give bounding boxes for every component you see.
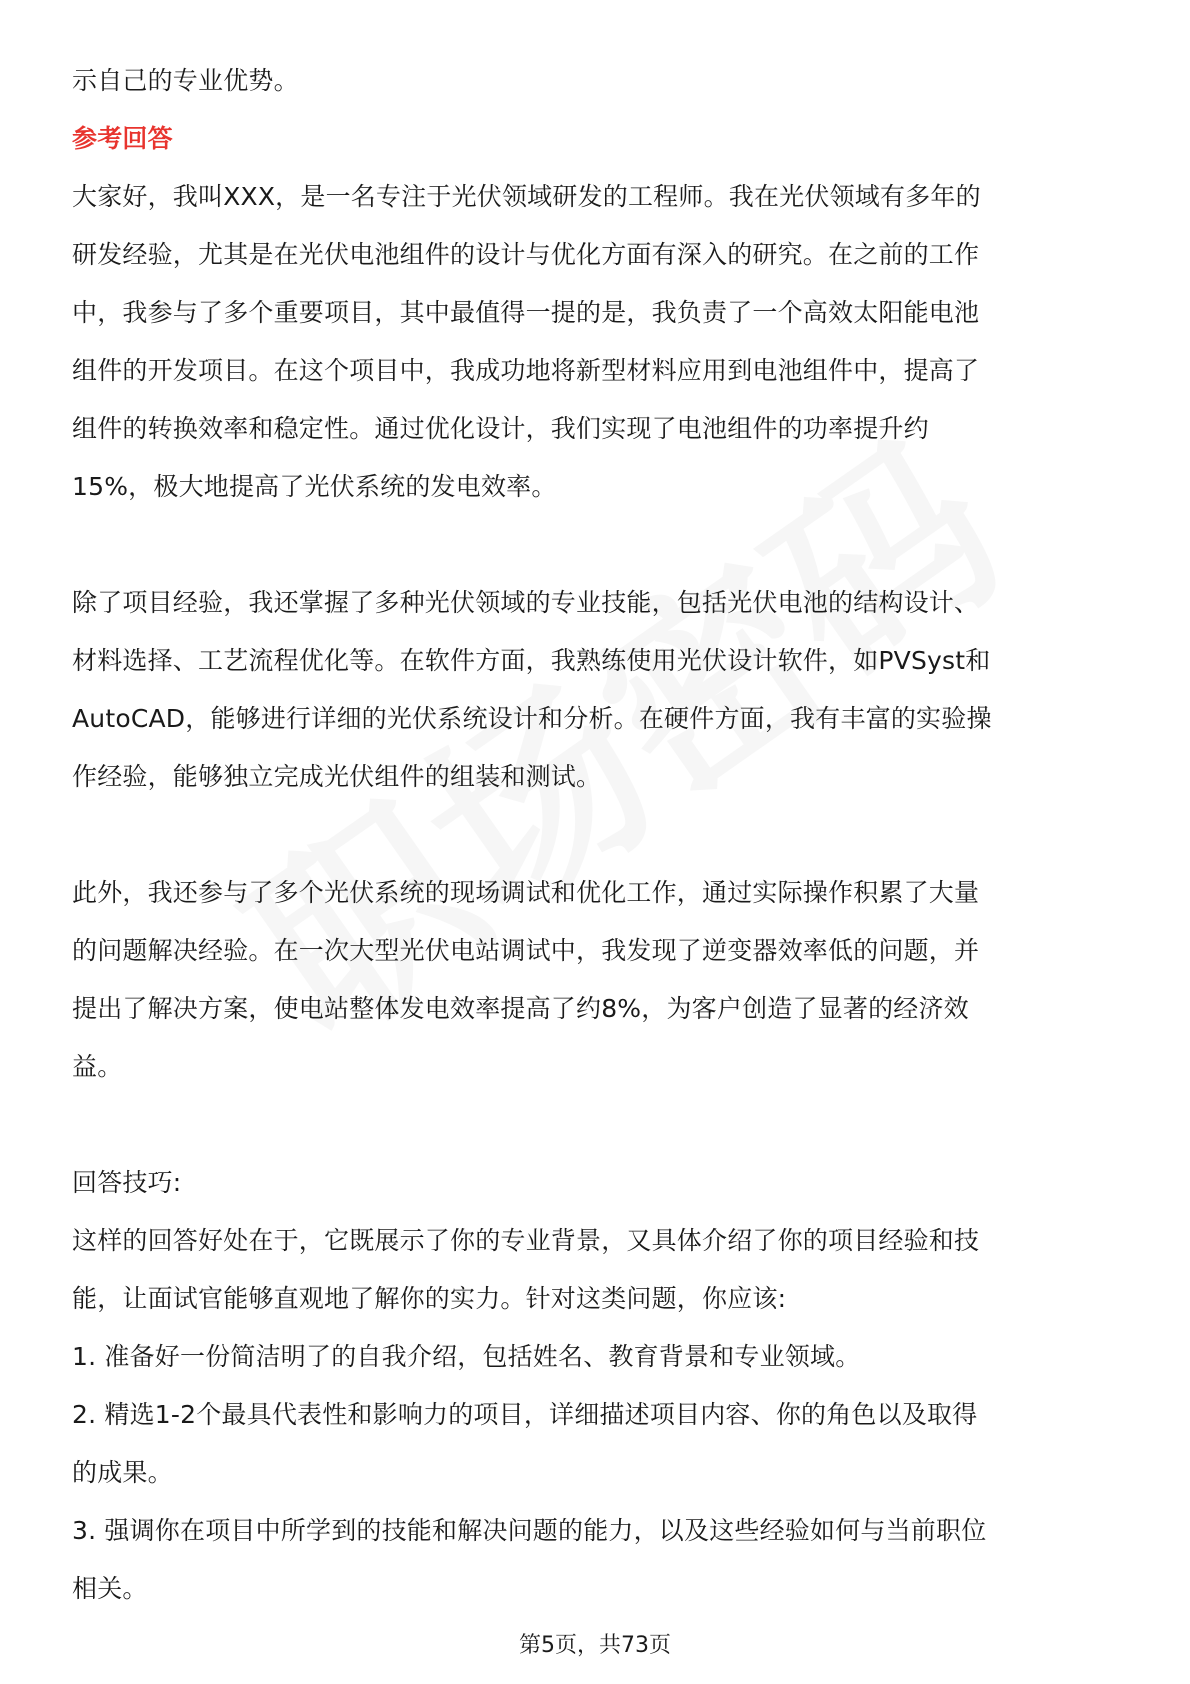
text-line: 能，让面试官能够直观地了解你的实力。针对这类问题，你应该: [72, 1284, 787, 1313]
document-body [72, 52, 1122, 1618]
text-line: 除了项目经验，我还掌握了多种光伏领域的专业技能，包括光伏电池的结构设计、 [72, 588, 980, 617]
text-line: 提出了解决方案，使电站整体发电效率提高了约8%，为客户创造了显著的经济效 [72, 994, 969, 1023]
text-line: 中，我参与了多个重要项目，其中最值得一提的是，我负责了一个高效太阳能电池 [72, 298, 980, 327]
list-item: 2. 精选1-2个最具代表性和影响力的项目，详细描述项目内容、你的角色以及取得 [72, 1400, 978, 1429]
text-line: 相关。 [72, 1574, 148, 1603]
tips-section [72, 1154, 1122, 1618]
text-line: 作经验，能够独立完成光伏组件的组装和测试。 [72, 762, 602, 791]
text-line: 材料选择、工艺流程优化等。在软件方面，我熟练使用光伏设计软件，如PVSyst和 [72, 646, 991, 675]
page-footer: 第5页，共73页 [519, 1633, 671, 1658]
text-line: 的问题解决经验。在一次大型光伏电站调试中，我发现了逆变器效率低的问题，并 [72, 936, 980, 965]
text-line: 此外，我还参与了多个光伏系统的现场调试和优化工作，通过实际操作积累了大量 [72, 878, 980, 907]
paragraph-2 [72, 574, 1122, 806]
paragraph-3 [72, 864, 1122, 1096]
list-item: 3. 强调你在项目中所学到的技能和解决问题的能力，以及这些经验如何与当前职位 [72, 1516, 987, 1545]
text-line: 这样的回答好处在于，它既展示了你的专业背景，又具体介绍了你的项目经验和技 [72, 1226, 980, 1255]
section-heading: 参考回答 [72, 124, 173, 153]
text-line: 组件的转换效率和稳定性。通过优化设计，我们实现了电池组件的功率提升约 [72, 414, 929, 443]
paragraph-1 [72, 168, 1122, 516]
text-line: 的成果。 [72, 1458, 173, 1487]
text-line: 组件的开发项目。在这个项目中，我成功地将新型材料应用到电池组件中，提高了 [72, 356, 980, 385]
text-line: 大家好，我叫XXX，是一名专注于光伏领域研发的工程师。我在光伏领域有多年的 [72, 182, 981, 211]
tips-title: 回答技巧: [72, 1168, 182, 1197]
list-item: 1. 准备好一份简洁明了的自我介绍，包括姓名、教育背景和专业领域。 [72, 1342, 861, 1371]
text-line: 益。 [72, 1052, 123, 1081]
text-line: 示自己的专业优势。 [72, 66, 299, 95]
text-line: AutoCAD，能够进行详细的光伏系统设计和分析。在硬件方面，我有丰富的实验操 [72, 704, 992, 733]
text-line: 研发经验，尤其是在光伏电池组件的设计与优化方面有深入的研究。在之前的工作 [72, 240, 980, 269]
text-line: 15%，极大地提高了光伏系统的发电效率。 [72, 472, 557, 501]
